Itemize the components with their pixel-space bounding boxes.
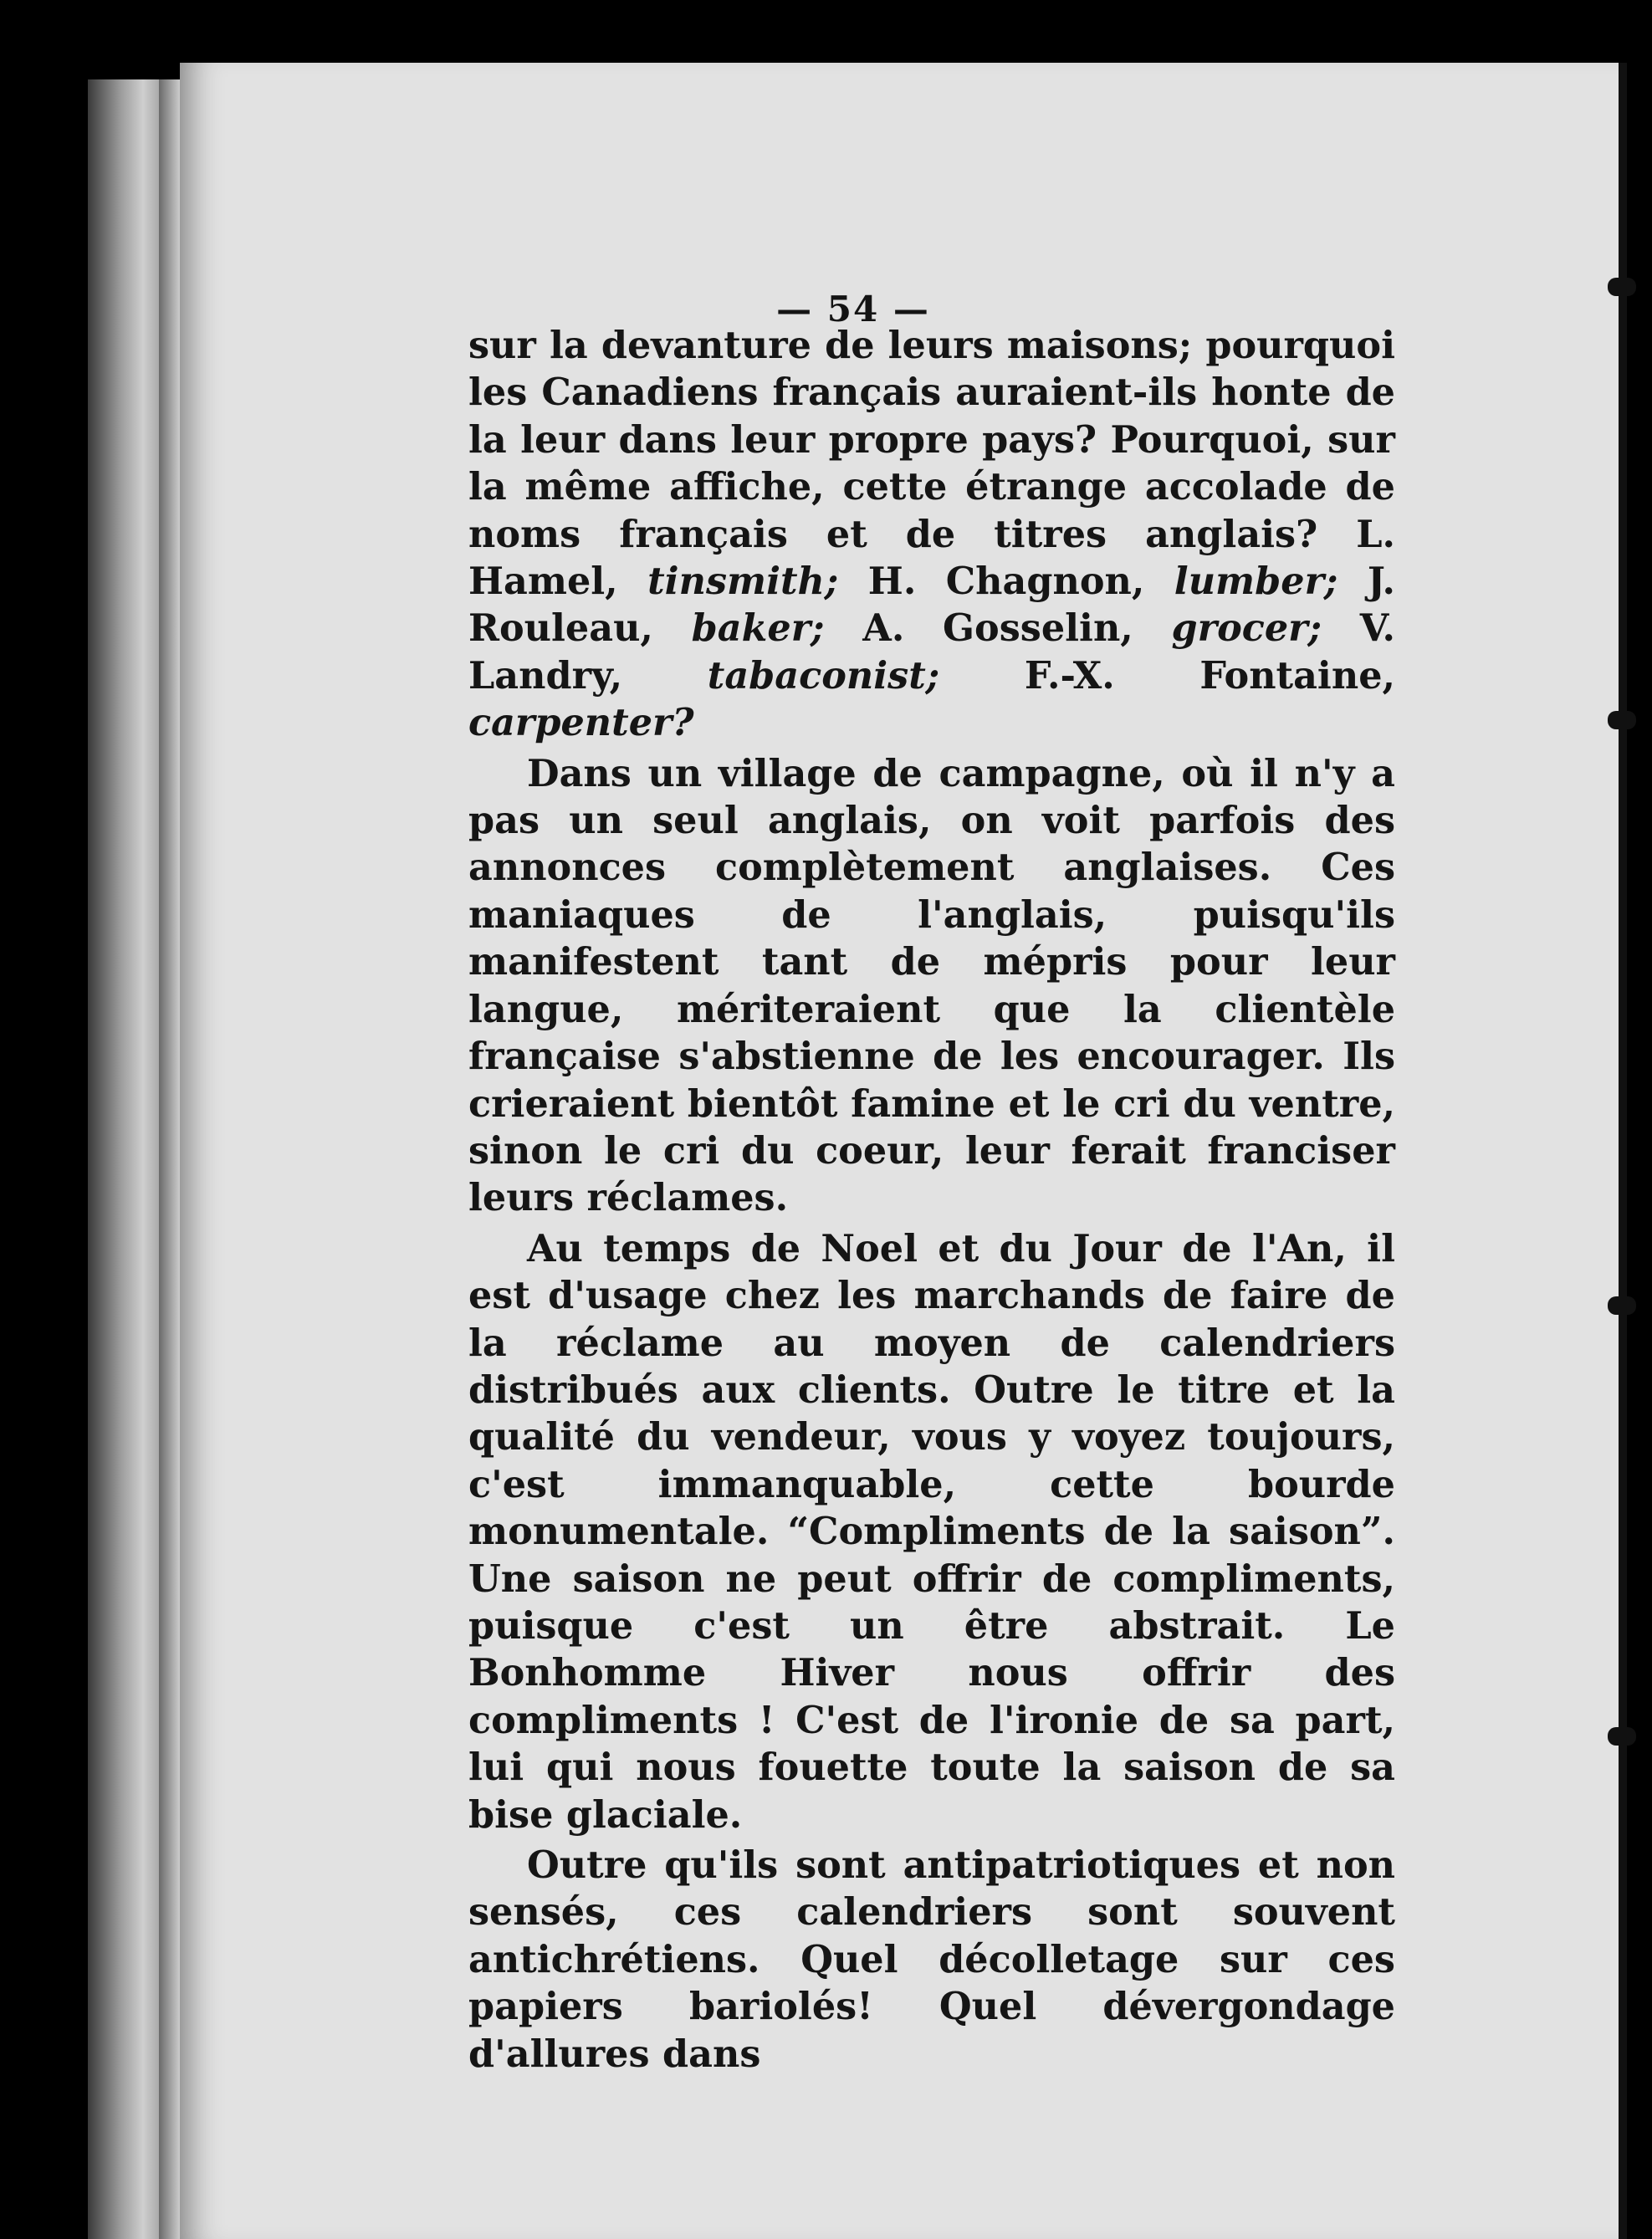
paragraph	[468, 322, 1395, 747]
italic-text: grocer;	[1171, 606, 1322, 651]
paragraph	[468, 1842, 1395, 2078]
italic-text: baker;	[691, 606, 825, 651]
italic-text: tabaconist;	[707, 653, 940, 698]
paragraph-text: H. Chagnon,	[838, 560, 1174, 604]
right-binding-rule	[1619, 63, 1627, 2239]
paragraph-text: Au temps de Noel et du Jour de l'An, il est d'usage chez les marchands de faire de la réclame au moyen de calendriers distribués aux clients. Outre le titre et la qualité du vendeur, vous y voyez toujours, c'est immanquable, cette bourde monumentale. “Compliments de la saison”. Une saison ne peut offrir de compliments, puisque c'est un être abstrait. Le Bonhomme Hiver nous offrir des compliments ! C'est de l'ironie de sa part, lui qui nous fouette toute la saison de sa bise glaciale.	[468, 1226, 1395, 1837]
paragraph-text: F.-X. Fontaine,	[939, 653, 1395, 698]
italic-text: carpenter?	[468, 701, 694, 745]
paragraph-text: A. Gosselin,	[824, 606, 1172, 651]
paragraph	[468, 750, 1395, 1222]
binding-tab	[1608, 278, 1636, 296]
paragraph-text: J. Rouleau,	[468, 560, 1395, 651]
paragraph-text: V. Landry,	[468, 606, 1395, 698]
paragraph	[468, 1225, 1395, 1838]
paragraph-text: sur la devanture de leurs maisons; pourquoi les Canadiens français auraient-ils honte de la leur dans leur propre pays? Pourquoi, sur la même affiche, cette étrange accolade de noms français et de titres anglais? L. Hamel,	[468, 324, 1395, 604]
binding-tab	[1608, 1727, 1636, 1746]
page-stack-edge	[159, 79, 182, 2239]
italic-text: tinsmith;	[647, 560, 839, 604]
italic-text: lumber;	[1174, 560, 1338, 604]
page-number-label: — 54 —	[776, 289, 930, 330]
body-text	[468, 322, 1395, 2078]
binding-tab	[1608, 1296, 1636, 1315]
paragraph-text: Outre qu'ils sont antipatriotiques et non sensés, ces calendriers sont souvent antichrétiens. Quel décolletage sur ces papiers bariolés! Quel dévergondage d'allures dans	[468, 1843, 1395, 2076]
binding-tab	[1608, 711, 1636, 729]
paragraph-text: Dans un village de campagne, où il n'y a pas un seul anglais, on voit parfois des annonces complètement anglaises. Ces maniaques de l'anglais, puisqu'ils manifestent tant de mépris pour leur langue, mériteraient que la clientèle française s'abstienne de les encourager. Ils crieraient bientôt famine et le cri du ventre, sinon le cri du coeur, leur ferait franciser leurs réclames.	[468, 751, 1395, 1220]
